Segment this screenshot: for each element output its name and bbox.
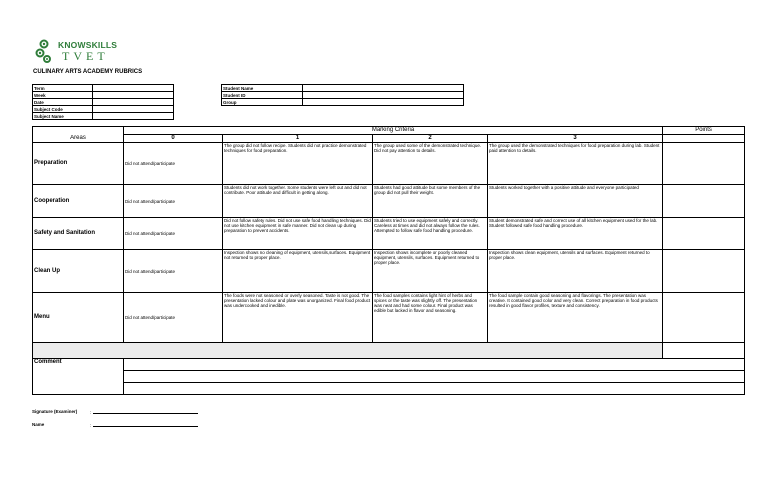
table-row bbox=[33, 185, 745, 218]
name-field[interactable] bbox=[90, 422, 198, 428]
criteria-cell-2: The food samples contains light hint of herbs and spices or the taste was slightly off. The presentation was neat and had some colour. Final product was edible but lacked in flavor and seasoning. bbox=[373, 293, 488, 343]
points-cell[interactable] bbox=[663, 218, 745, 250]
knowskills-logo bbox=[34, 38, 124, 64]
criteria-cell-0: Did not attend/participate bbox=[124, 185, 223, 218]
header-blank bbox=[33, 127, 124, 135]
points-cell[interactable] bbox=[663, 143, 745, 185]
info-value-date[interactable] bbox=[93, 99, 174, 106]
criteria-cell-0: Did not attend/participate bbox=[124, 250, 223, 293]
points-cell[interactable] bbox=[663, 250, 745, 293]
info-value-week[interactable] bbox=[93, 92, 174, 99]
header-points-blank bbox=[663, 135, 745, 143]
criteria-cell-3: Inspection shows clean equipment, utensils and surfaces. Equipment returned to proper place. bbox=[488, 250, 663, 293]
info-label-subject-code: Subject Code bbox=[33, 106, 93, 113]
info-label-group: Group bbox=[222, 99, 303, 106]
total-row bbox=[33, 343, 663, 359]
comment-line-2[interactable] bbox=[124, 371, 745, 383]
info-label-student-id: Student ID bbox=[222, 92, 303, 99]
info-value-term[interactable] bbox=[93, 85, 174, 92]
info-label-week: Week bbox=[33, 92, 93, 99]
info-value-subject-name[interactable] bbox=[93, 113, 174, 120]
criteria-cell-1: The group did not follow recipe. Students did not practice demonstrated techniques for food preparation. bbox=[223, 143, 373, 185]
comment-label-spacer bbox=[33, 383, 124, 395]
rubric-table bbox=[32, 126, 745, 395]
total-points-cell[interactable] bbox=[663, 343, 745, 359]
info-value-student-id[interactable] bbox=[303, 92, 464, 99]
info-value-subject-code[interactable] bbox=[93, 106, 174, 113]
logo-text-bottom: TVET bbox=[62, 49, 109, 63]
criteria-cell-3: Student demonstrated safe and correct use of all kitchen equipment used for the lab. Student followed safe food handling procedure. bbox=[488, 218, 663, 250]
criteria-cell-1: Inspection shows no cleaning of equipment, utensils,surfaces. Equipment not returned to proper place. bbox=[223, 250, 373, 293]
info-table-left bbox=[32, 84, 174, 120]
info-label-term: Term bbox=[33, 85, 93, 92]
info-table-right bbox=[221, 84, 464, 106]
criteria-cell-2: Students had good attitude but some members of the group did not pull their weight. bbox=[373, 185, 488, 218]
criteria-cell-1: The foods were not seasoned or overly seasoned. Taste is not good. The presentation lacked colour and plate was unorganized. Final food product was undercooked and inedible. bbox=[223, 293, 373, 343]
info-label-subject-name: Subject Name bbox=[33, 113, 93, 120]
signature-examiner-field[interactable] bbox=[90, 409, 198, 415]
comment-line-1[interactable] bbox=[124, 359, 745, 371]
criteria-cell-1: Did not follow safety rules. Did not use safe food handling techniques. Did not use kitchen equipment in safe manner. Did not clean up during preparation to prevent accidents. bbox=[223, 218, 373, 250]
name-label: Name bbox=[32, 422, 45, 427]
area-label: Preparation bbox=[33, 143, 124, 185]
criteria-cell-2: The group used some of the demonstrated technique. Did not pay attention to details. bbox=[373, 143, 488, 185]
area-label: Menu bbox=[33, 293, 124, 343]
info-label-student-name: Student Name bbox=[222, 85, 303, 92]
logo-text-top: KNOWSKILLS bbox=[58, 40, 118, 50]
page-title: CULINARY ARTS ACADEMY RUBRICS bbox=[33, 69, 143, 75]
name-line bbox=[93, 422, 198, 427]
header-level-1: 1 bbox=[223, 135, 373, 143]
table-row bbox=[33, 250, 745, 293]
name-colon: : bbox=[90, 423, 92, 428]
criteria-cell-0: Did not attend/participate bbox=[124, 143, 223, 185]
criteria-cell-3: The food sample contain good seasoning and flavorings. The presentation was creative. It contained good color and very clean. Correct preparation in food products resulted in good flavor profiles, texture and consistency. bbox=[488, 293, 663, 343]
info-value-group[interactable] bbox=[303, 99, 464, 106]
criteria-cell-0: Did not attend/participate bbox=[124, 218, 223, 250]
header-level-3: 3 bbox=[488, 135, 663, 143]
comment-line-3[interactable] bbox=[124, 383, 745, 395]
table-row bbox=[33, 143, 745, 185]
header-level-2: 2 bbox=[373, 135, 488, 143]
points-cell[interactable] bbox=[663, 293, 745, 343]
criteria-cell-3: The group used the demonstrated techniques for food preparation during lab. Student paid attention to details. bbox=[488, 143, 663, 185]
points-cell[interactable] bbox=[663, 185, 745, 218]
header-level-0: 0 bbox=[124, 135, 223, 143]
criteria-cell-2: Students tried to use equipment safely and correctly. Careless at times and did not always follow the rules. Attempted to follow safe food handling procedure. bbox=[373, 218, 488, 250]
table-row bbox=[33, 293, 745, 343]
table-row bbox=[33, 218, 745, 250]
criteria-cell-2: Inspection shows incomplete or poorly cleaned equipment, utensils, surfaces. Equipment returned to proper place. bbox=[373, 250, 488, 293]
signature-examiner-label: Signature (Examiner) bbox=[32, 409, 78, 414]
header-points: Points bbox=[663, 127, 745, 135]
criteria-cell-3: Students worked together with a positive attitude and everyone participated bbox=[488, 185, 663, 218]
area-label: Clean Up bbox=[33, 250, 124, 293]
area-label: Safety and Sanitation bbox=[33, 218, 124, 250]
header-areas: Areas bbox=[33, 135, 124, 143]
signature-colon: : bbox=[90, 410, 92, 415]
comment-label: Comment bbox=[33, 359, 124, 371]
gears-icon bbox=[34, 38, 58, 64]
criteria-cell-0: Did not attend/participate bbox=[124, 293, 223, 343]
comment-label-spacer bbox=[33, 371, 124, 383]
info-label-date: Date bbox=[33, 99, 93, 106]
info-value-student-name[interactable] bbox=[303, 85, 464, 92]
signature-line bbox=[93, 409, 198, 414]
area-label: Cooperation bbox=[33, 185, 124, 218]
header-marking-criteria: Marking Criteria bbox=[124, 127, 663, 135]
criteria-cell-1: Students did not work together. Some students were left out and did not contribute. Poor attitude and difficult in getting along. bbox=[223, 185, 373, 218]
